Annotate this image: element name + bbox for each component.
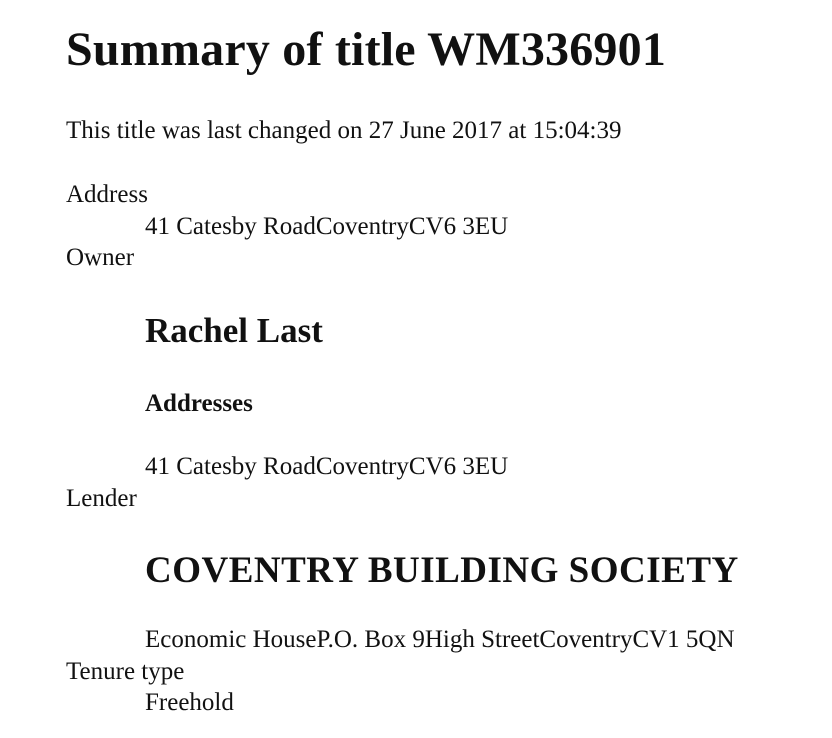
- owner-address: 41 Catesby RoadCoventryCV6 3EU: [145, 453, 509, 480]
- tenure-type-label: Tenure type: [66, 658, 185, 685]
- last-changed-text: This title was last changed on 27 June 2017 at 15:04:39: [66, 117, 622, 144]
- tenure-type-value: Freehold: [145, 689, 234, 716]
- owner-name: Rachel Last: [145, 311, 323, 350]
- lender-name: COVENTRY BUILDING SOCIETY: [145, 550, 739, 591]
- owner-label: Owner: [66, 244, 135, 271]
- lender-address: Economic HouseP.O. Box 9High StreetCoventryCV1 5QN: [145, 626, 735, 653]
- property-address: 41 Catesby RoadCoventryCV6 3EU: [145, 213, 509, 240]
- owner-addresses-heading: Addresses: [145, 390, 253, 417]
- page-title: Summary of title WM336901: [66, 23, 667, 76]
- address-label: Address: [66, 181, 148, 208]
- lender-label: Lender: [66, 485, 137, 512]
